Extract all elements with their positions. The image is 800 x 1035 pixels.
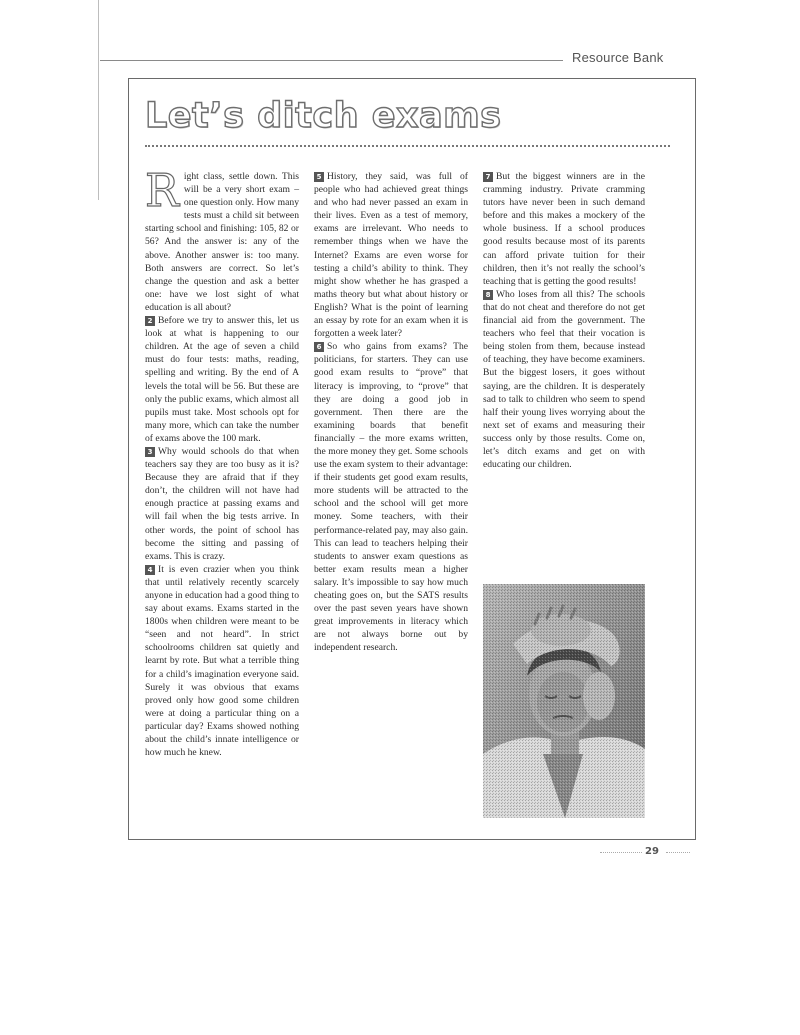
paragraph-number-badge: 5: [314, 172, 324, 182]
footer-dots-left: [600, 852, 642, 853]
paragraph-7: [483, 170, 645, 288]
page-number: 29: [645, 846, 659, 857]
section-label: Resource Bank: [572, 50, 664, 65]
dropcap: R: [145, 164, 179, 217]
paragraph-text: Who loses from all this? The schools that do not cheat and therefore do not get financial aid from the government. The teachers who feel that their vocation is being stolen from them, because instead of teaching, they have become examiners. But the biggest losers, it goes without saying, are the children. It is desperately sad to talk to children who seem to spend half their young lives worrying about the next set of exams and measuring their success only by those results. Come on, let’s ditch exams and get on with educating our children.: [483, 288, 645, 471]
paragraph-4: [145, 563, 299, 759]
paragraph-number-badge: 6: [314, 342, 324, 352]
paragraph-text: So who gains from exams? The politicians, for starters. They can use good exam results to “prove” that literacy is improving, to “prove” that they are doing a good job in government. Then there are the examining boards that benefit financially – the more exams written, the more money they get. Some schools use the exam system to their advantage: if their students get good exam results, more students will be attracted to the school and the school will get more money. Some teachers, with their performance-related pay, may also gain. This can lead to teachers helping their students to answer exam questions as better exam results mean a higher salary. It’s impossible to say how much cheating goes on, but the SATS results over the past seven years have shown great improvements in literacy which are not always borne out by independent research.: [314, 341, 468, 654]
paragraph-number-badge: 2: [145, 316, 155, 326]
header-rule: [100, 60, 563, 61]
article-column-2: [314, 170, 468, 654]
paragraph-1: [145, 164, 299, 314]
paragraph-3: [145, 445, 299, 563]
paragraph-text: ight class, settle down. This will be a very short exam – one question only. How many tests must a child sit between starting school and finishing: 105, 82 or 56? And the answer is: any of the above. Another answer is: too many. Both answers are correct. So let’s change the question and ask a better one: have we lost sight of what education is all about?: [145, 171, 299, 313]
article-title: Let’s ditch exams: [145, 96, 502, 136]
paragraph-number-badge: 7: [483, 172, 493, 182]
paragraph-8: [483, 288, 645, 471]
paragraph-text: Before we try to answer this, let us look at what is happening to our children. At the age of seven a child must do four tests: maths, reading, spelling and writing. By the end of A levels the total will be 56. But these are only the public exams, which almost all pupils must take. Most schools opt for many more, which can take the number of exams above the 100 mark.: [145, 315, 299, 444]
paragraph-number-badge: 3: [145, 447, 155, 457]
article-column-3: [483, 170, 645, 471]
paragraph-6: [314, 340, 468, 654]
footer-dots-right: [666, 852, 690, 853]
title-divider: [145, 145, 670, 147]
paragraph-text: But the biggest winners are in the cramming industry. Private cramming tutors have never been in such demand before and this makes a mockery of the whole business. If a school produces good results because most of its parents can afford private tuition for their children, then it’s not really the school’s teaching that is getting the good results!: [483, 171, 645, 287]
article-column-1: [145, 164, 299, 759]
paragraph-number-badge: 4: [145, 565, 155, 575]
paragraph-number-badge: 8: [483, 290, 493, 300]
paragraph-text: Why would schools do that when teachers say they are too busy as it is? Because they are afraid that if they don’t, the children will not have had enough practice at passing exams and will fail when the big tests arrive. In other words, the point of school has become the sitting and passing of exams. This is crazy.: [145, 445, 299, 562]
paragraph-5: [314, 170, 468, 340]
paragraph-text: History, they said, was full of people who had achieved great things and who had never passed an exam in their lives. Even as a test of memory, exams are irrelevant. Who needs to remember things when we have the Internet? Exams are even worse for testing a child’s ability to think. They might show whether he has grasped a maths theory but what about history or English? What is the point of learning an essay by rote for an exam when it is forgotten a week later?: [314, 171, 468, 340]
margin-rule: [98, 0, 99, 200]
paragraph-2: [145, 314, 299, 445]
paragraph-text: It is even crazier when you think that until relatively recently scarcely anyone in education had a good thing to say about exams. Exams started in the 1800s when children were meant to be “seen and not heard”. In strict schoolrooms children sat quietly and learnt by rote. But what a terrible thing for a child’s imagination everyone said. Surely it was obvious that exams proved only how good some children were at doing a particular thing on a particular day? Exams showed nothing about the child’s innate intelligence or how much he knew.: [145, 563, 299, 759]
stressed-student-photo: [483, 584, 645, 818]
photo-illustration: [483, 584, 645, 818]
